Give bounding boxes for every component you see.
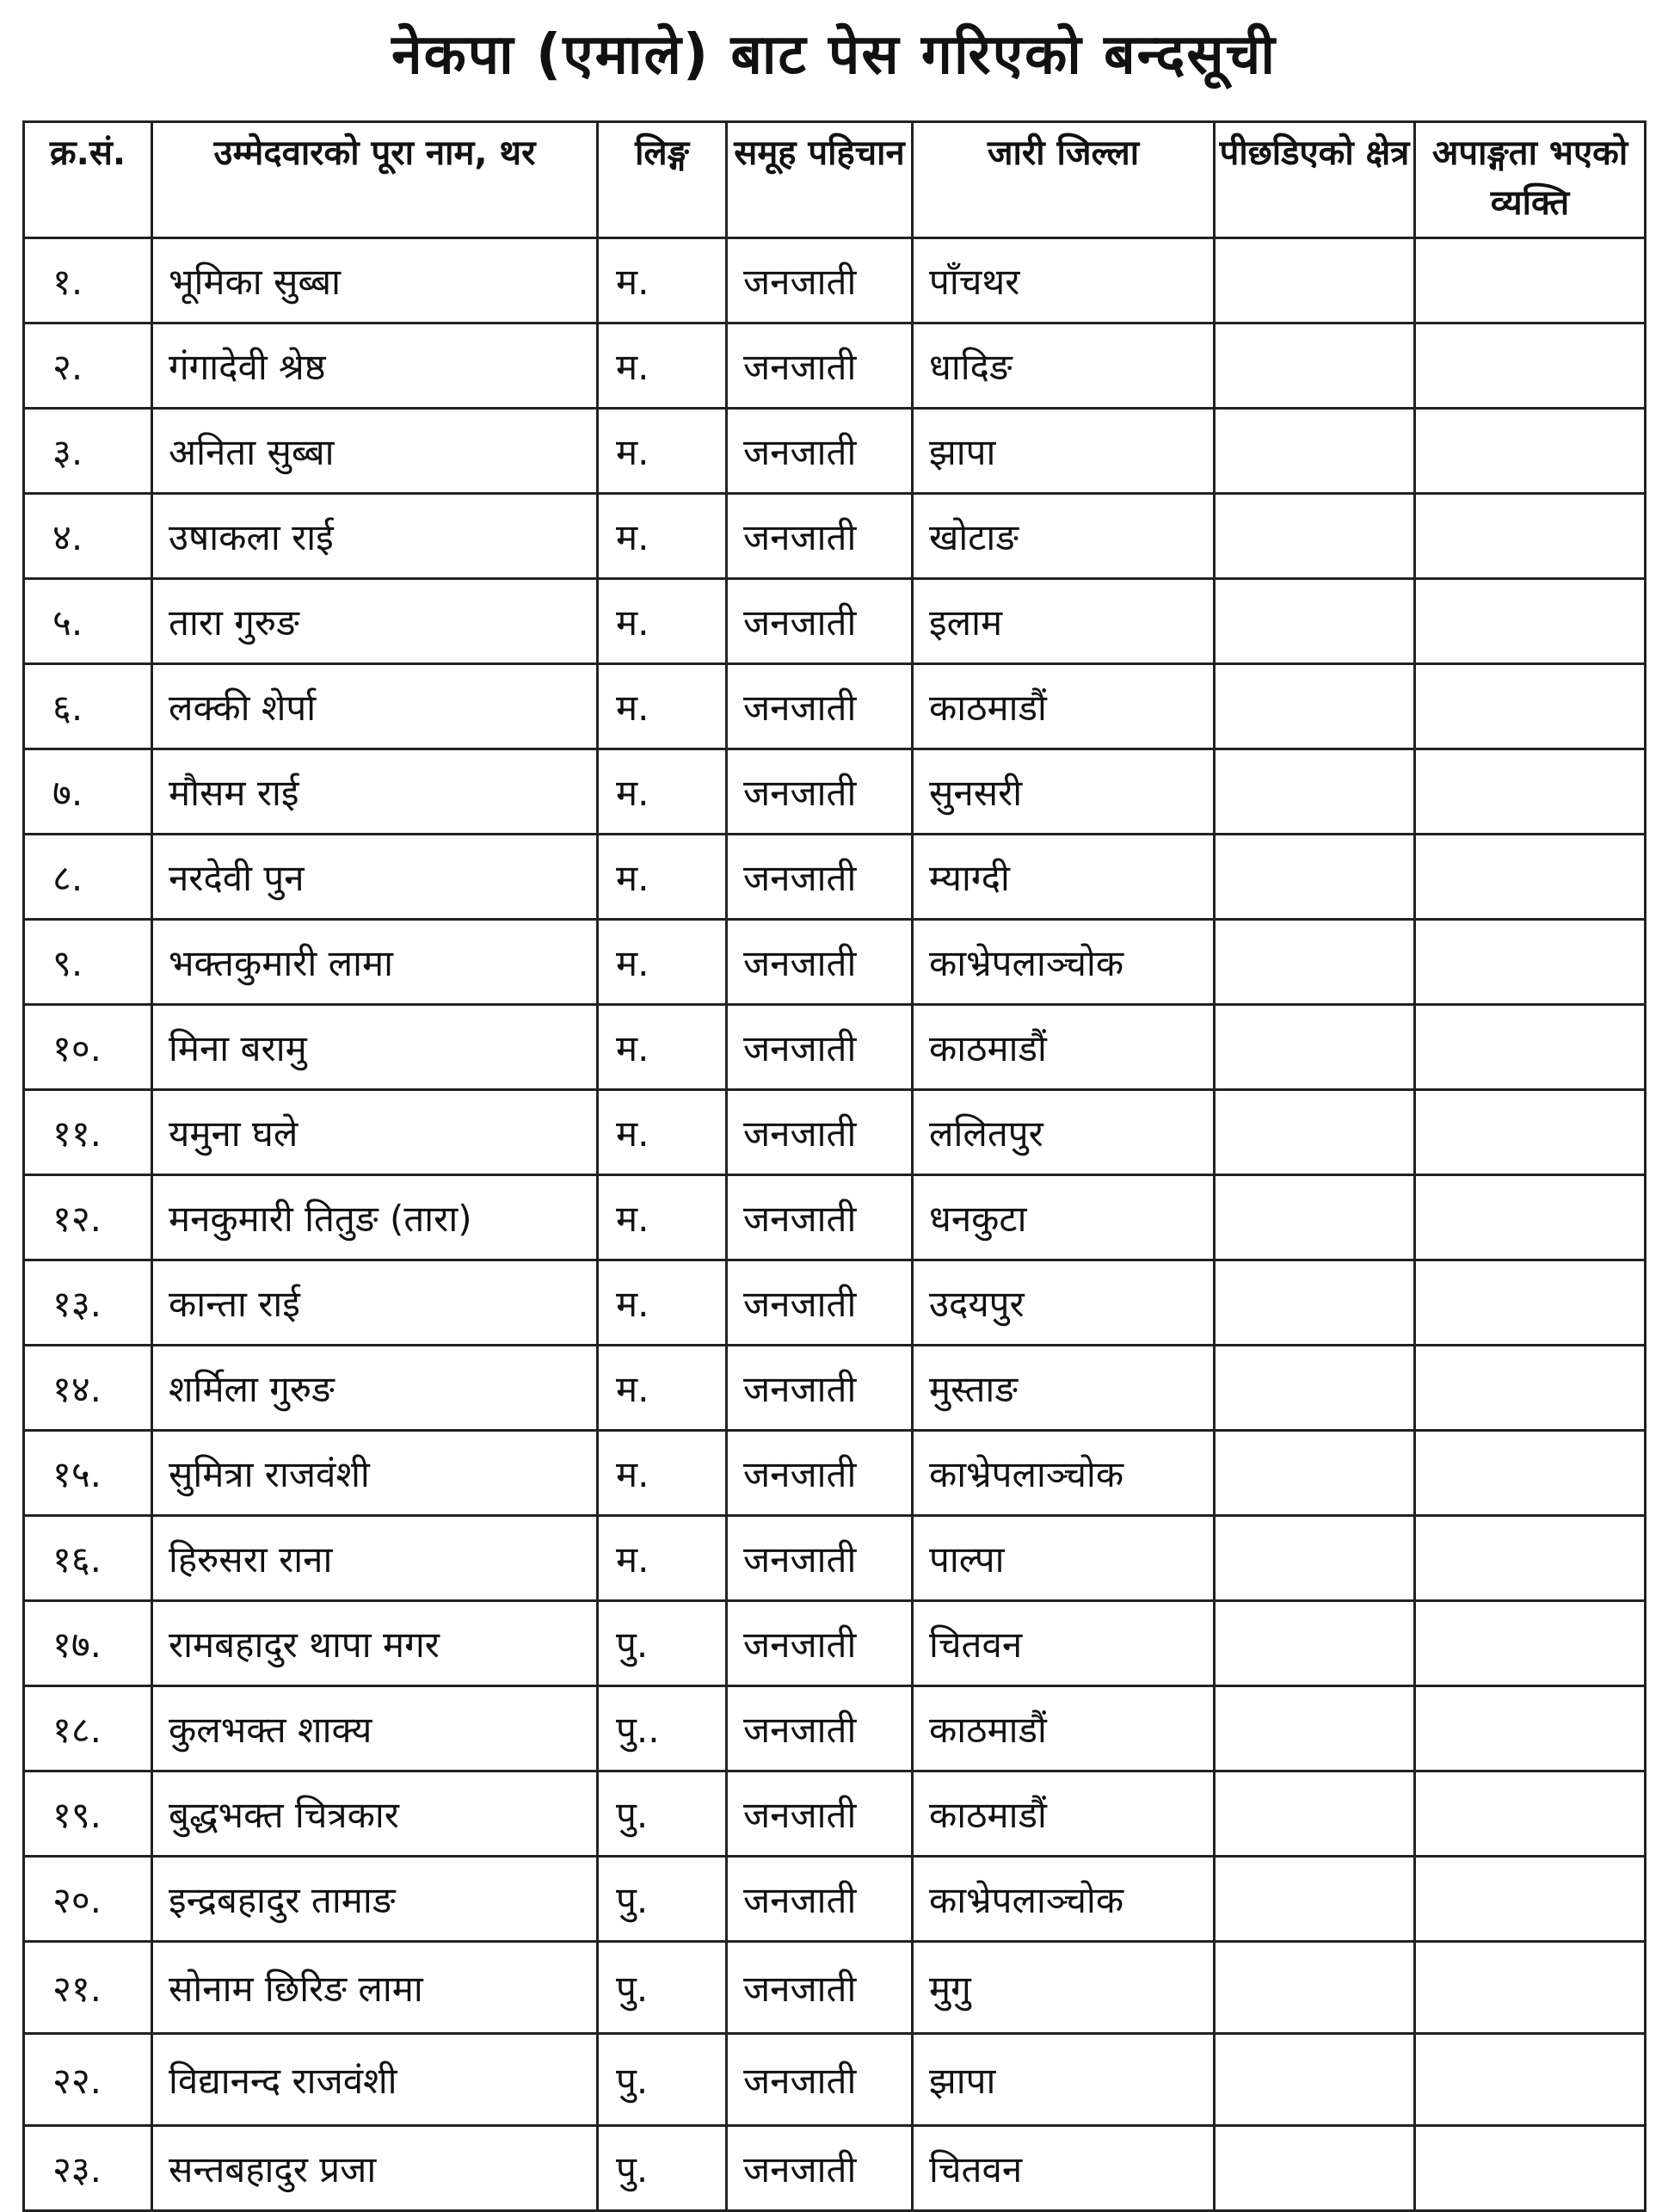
cell-group: जनजाती	[727, 664, 913, 749]
cell-disability	[1415, 2034, 1646, 2126]
cell-gender: म.	[598, 1260, 727, 1346]
cell-district: पाँचथर	[913, 238, 1215, 323]
cell-disability	[1415, 323, 1646, 409]
cell-serial: ४.	[24, 494, 152, 579]
table-body	[24, 238, 1646, 2211]
candidate-table	[22, 120, 1646, 2212]
cell-group: जनजाती	[727, 835, 913, 920]
cell-group: जनजाती	[727, 920, 913, 1005]
table-row	[24, 664, 1646, 749]
cell-group: जनजाती	[727, 1090, 913, 1175]
cell-backward-area	[1215, 1686, 1415, 1771]
header-district: जारी जिल्ला	[913, 122, 1215, 238]
cell-gender: पु.	[598, 1942, 727, 2034]
cell-serial: १३.	[24, 1260, 152, 1346]
table-row	[24, 238, 1646, 323]
cell-group: जनजाती	[727, 1771, 913, 1857]
cell-serial: १५.	[24, 1431, 152, 1516]
cell-gender: म.	[598, 1346, 727, 1431]
cell-group: जनजाती	[727, 749, 913, 835]
cell-disability	[1415, 1260, 1646, 1346]
cell-district: सुनसरी	[913, 749, 1215, 835]
cell-district: खोटाङ	[913, 494, 1215, 579]
cell-backward-area	[1215, 1942, 1415, 2034]
cell-candidate-name: मनकुमारी तितुङ (तारा)	[152, 1175, 598, 1260]
cell-disability	[1415, 1686, 1646, 1771]
table-row	[24, 409, 1646, 494]
cell-serial: ६.	[24, 664, 152, 749]
header-serial: क्र.सं.	[24, 122, 152, 238]
cell-group: जनजाती	[727, 579, 913, 664]
cell-candidate-name: लक्की शेर्पा	[152, 664, 598, 749]
cell-district: काभ्रेपलाञ्चोक	[913, 1857, 1215, 1942]
cell-serial: ५.	[24, 579, 152, 664]
cell-backward-area	[1215, 2126, 1415, 2211]
table-row	[24, 1857, 1646, 1942]
cell-district: धादिङ	[913, 323, 1215, 409]
table-row	[24, 1431, 1646, 1516]
cell-candidate-name: इन्द्रबहादुर तामाङ	[152, 1857, 598, 1942]
cell-disability	[1415, 1346, 1646, 1431]
cell-candidate-name: तारा गुरुङ	[152, 579, 598, 664]
table-row	[24, 920, 1646, 1005]
cell-candidate-name: कुलभक्त शाक्य	[152, 1686, 598, 1771]
cell-disability	[1415, 1771, 1646, 1857]
cell-district: मुस्ताङ	[913, 1346, 1215, 1431]
cell-group: जनजाती	[727, 1005, 913, 1090]
cell-group: जनजाती	[727, 1857, 913, 1942]
cell-serial: ११.	[24, 1090, 152, 1175]
cell-district: म्याग्दी	[913, 835, 1215, 920]
cell-group: जनजाती	[727, 238, 913, 323]
cell-backward-area	[1215, 1005, 1415, 1090]
cell-backward-area	[1215, 579, 1415, 664]
cell-district: झापा	[913, 2034, 1215, 2126]
cell-candidate-name: बुद्धभक्त चित्रकार	[152, 1771, 598, 1857]
cell-backward-area	[1215, 1346, 1415, 1431]
cell-group: जनजाती	[727, 1175, 913, 1260]
cell-backward-area	[1215, 1175, 1415, 1260]
cell-backward-area	[1215, 2034, 1415, 2126]
cell-candidate-name: रामबहादुर थापा मगर	[152, 1601, 598, 1686]
cell-serial: १०.	[24, 1005, 152, 1090]
cell-district: काठमाडौं	[913, 1771, 1215, 1857]
cell-group: जनजाती	[727, 323, 913, 409]
cell-candidate-name: सन्तबहादुर प्रजा	[152, 2126, 598, 2211]
cell-disability	[1415, 1090, 1646, 1175]
cell-candidate-name: सुमित्रा राजवंशी	[152, 1431, 598, 1516]
cell-backward-area	[1215, 1857, 1415, 1942]
cell-disability	[1415, 1005, 1646, 1090]
table-row	[24, 1346, 1646, 1431]
cell-district: चितवन	[913, 2126, 1215, 2211]
cell-group: जनजाती	[727, 1516, 913, 1601]
cell-district: काभ्रेपलाञ्चोक	[913, 1431, 1215, 1516]
cell-backward-area	[1215, 920, 1415, 1005]
cell-backward-area	[1215, 664, 1415, 749]
cell-serial: २२.	[24, 2034, 152, 2126]
cell-candidate-name: नरदेवी पुन	[152, 835, 598, 920]
cell-serial: ७.	[24, 749, 152, 835]
cell-district: ललितपुर	[913, 1090, 1215, 1175]
cell-candidate-name: हिरुसरा राना	[152, 1516, 598, 1601]
cell-gender: म.	[598, 920, 727, 1005]
cell-disability	[1415, 494, 1646, 579]
cell-disability	[1415, 1431, 1646, 1516]
table-row	[24, 1942, 1646, 2034]
cell-serial: १६.	[24, 1516, 152, 1601]
cell-disability	[1415, 1516, 1646, 1601]
cell-district: उदयपुर	[913, 1260, 1215, 1346]
header-gender: लिङ्ग	[598, 122, 727, 238]
table-row	[24, 494, 1646, 579]
cell-serial: १७.	[24, 1601, 152, 1686]
cell-candidate-name: मिना बरामु	[152, 1005, 598, 1090]
cell-disability	[1415, 1942, 1646, 2034]
cell-group: जनजाती	[727, 2034, 913, 2126]
table-row	[24, 1175, 1646, 1260]
cell-gender: म.	[598, 1090, 727, 1175]
cell-group: जनजाती	[727, 494, 913, 579]
cell-group: जनजाती	[727, 409, 913, 494]
header-group: समूह पहिचान	[727, 122, 913, 238]
cell-serial: ८.	[24, 835, 152, 920]
cell-backward-area	[1215, 1260, 1415, 1346]
cell-disability	[1415, 664, 1646, 749]
cell-district: पाल्पा	[913, 1516, 1215, 1601]
cell-backward-area	[1215, 1516, 1415, 1601]
cell-district: काभ्रेपलाञ्चोक	[913, 920, 1215, 1005]
header-backward-area: पीछडिएको क्षेत्र	[1215, 122, 1415, 238]
table-row	[24, 2126, 1646, 2211]
cell-group: जनजाती	[727, 1260, 913, 1346]
table-row	[24, 323, 1646, 409]
cell-group: जनजाती	[727, 1942, 913, 2034]
header-candidate-name: उम्मेदवारको पूरा नाम, थर	[152, 122, 598, 238]
cell-candidate-name: अनिता सुब्बा	[152, 409, 598, 494]
cell-gender: म.	[598, 749, 727, 835]
table-row	[24, 1260, 1646, 1346]
cell-backward-area	[1215, 835, 1415, 920]
cell-group: जनजाती	[727, 1431, 913, 1516]
cell-disability	[1415, 1857, 1646, 1942]
cell-backward-area	[1215, 409, 1415, 494]
table-row	[24, 1686, 1646, 1771]
cell-backward-area	[1215, 494, 1415, 579]
cell-gender: पु.	[598, 1601, 727, 1686]
cell-backward-area	[1215, 749, 1415, 835]
cell-district: काठमाडौं	[913, 664, 1215, 749]
cell-gender: म.	[598, 323, 727, 409]
cell-district: धनकुटा	[913, 1175, 1215, 1260]
page-title: नेकपा (एमाले) बाट पेस गरिएको बन्दसूची	[391, 23, 1277, 87]
cell-gender: पु.	[598, 2034, 727, 2126]
cell-candidate-name: मौसम राई	[152, 749, 598, 835]
cell-disability	[1415, 920, 1646, 1005]
table-row	[24, 1771, 1646, 1857]
cell-candidate-name: विद्यानन्द राजवंशी	[152, 2034, 598, 2126]
cell-gender: म.	[598, 1005, 727, 1090]
cell-gender: म.	[598, 1431, 727, 1516]
cell-gender: पु.	[598, 1771, 727, 1857]
cell-backward-area	[1215, 323, 1415, 409]
cell-serial: २३.	[24, 2126, 152, 2211]
cell-gender: म.	[598, 238, 727, 323]
cell-disability	[1415, 749, 1646, 835]
cell-district: चितवन	[913, 1601, 1215, 1686]
cell-disability	[1415, 409, 1646, 494]
cell-disability	[1415, 835, 1646, 920]
cell-candidate-name: सोनाम छिरिङ लामा	[152, 1942, 598, 2034]
table-row	[24, 579, 1646, 664]
cell-serial: ३.	[24, 409, 152, 494]
cell-serial: १२.	[24, 1175, 152, 1260]
table-row	[24, 2034, 1646, 2126]
cell-district: इलाम	[913, 579, 1215, 664]
cell-district: झापा	[913, 409, 1215, 494]
cell-serial: २०.	[24, 1857, 152, 1942]
cell-candidate-name: भक्तकुमारी लामा	[152, 920, 598, 1005]
header-row	[24, 122, 1646, 238]
cell-gender: पु..	[598, 1686, 727, 1771]
cell-backward-area	[1215, 1090, 1415, 1175]
cell-gender: म.	[598, 494, 727, 579]
table-row	[24, 749, 1646, 835]
header-disability: अपाङ्गता भएको व्यक्ति	[1415, 122, 1646, 238]
cell-disability	[1415, 1601, 1646, 1686]
cell-serial: १९.	[24, 1771, 152, 1857]
cell-serial: ९.	[24, 920, 152, 1005]
cell-gender: म.	[598, 1516, 727, 1601]
cell-backward-area	[1215, 1601, 1415, 1686]
cell-gender: म.	[598, 1175, 727, 1260]
cell-gender: म.	[598, 835, 727, 920]
cell-group: जनजाती	[727, 1346, 913, 1431]
cell-gender: म.	[598, 579, 727, 664]
cell-backward-area	[1215, 1771, 1415, 1857]
cell-serial: १.	[24, 238, 152, 323]
cell-district: काठमाडौं	[913, 1686, 1215, 1771]
cell-serial: १८.	[24, 1686, 152, 1771]
cell-group: जनजाती	[727, 1601, 913, 1686]
cell-candidate-name: यमुना घले	[152, 1090, 598, 1175]
cell-disability	[1415, 238, 1646, 323]
cell-serial: २१.	[24, 1942, 152, 2034]
cell-gender: म.	[598, 664, 727, 749]
cell-candidate-name: गंगादेवी श्रेष्ठ	[152, 323, 598, 409]
cell-disability	[1415, 2126, 1646, 2211]
table-row	[24, 1005, 1646, 1090]
cell-gender: पु.	[598, 1857, 727, 1942]
cell-backward-area	[1215, 1431, 1415, 1516]
cell-serial: १४.	[24, 1346, 152, 1431]
cell-candidate-name: भूमिका सुब्बा	[152, 238, 598, 323]
table-row	[24, 835, 1646, 920]
cell-candidate-name: शर्मिला गुरुङ	[152, 1346, 598, 1431]
table-row	[24, 1601, 1646, 1686]
cell-candidate-name: उषाकला राई	[152, 494, 598, 579]
cell-serial: २.	[24, 323, 152, 409]
table-row	[24, 1090, 1646, 1175]
cell-backward-area	[1215, 238, 1415, 323]
cell-disability	[1415, 579, 1646, 664]
cell-gender: म.	[598, 409, 727, 494]
cell-gender: पु.	[598, 2126, 727, 2211]
cell-district: मुगु	[913, 1942, 1215, 2034]
cell-disability	[1415, 1175, 1646, 1260]
table-row	[24, 1516, 1646, 1601]
cell-district: काठमाडौं	[913, 1005, 1215, 1090]
cell-group: जनजाती	[727, 2126, 913, 2211]
cell-candidate-name: कान्ता राई	[152, 1260, 598, 1346]
cell-group: जनजाती	[727, 1686, 913, 1771]
